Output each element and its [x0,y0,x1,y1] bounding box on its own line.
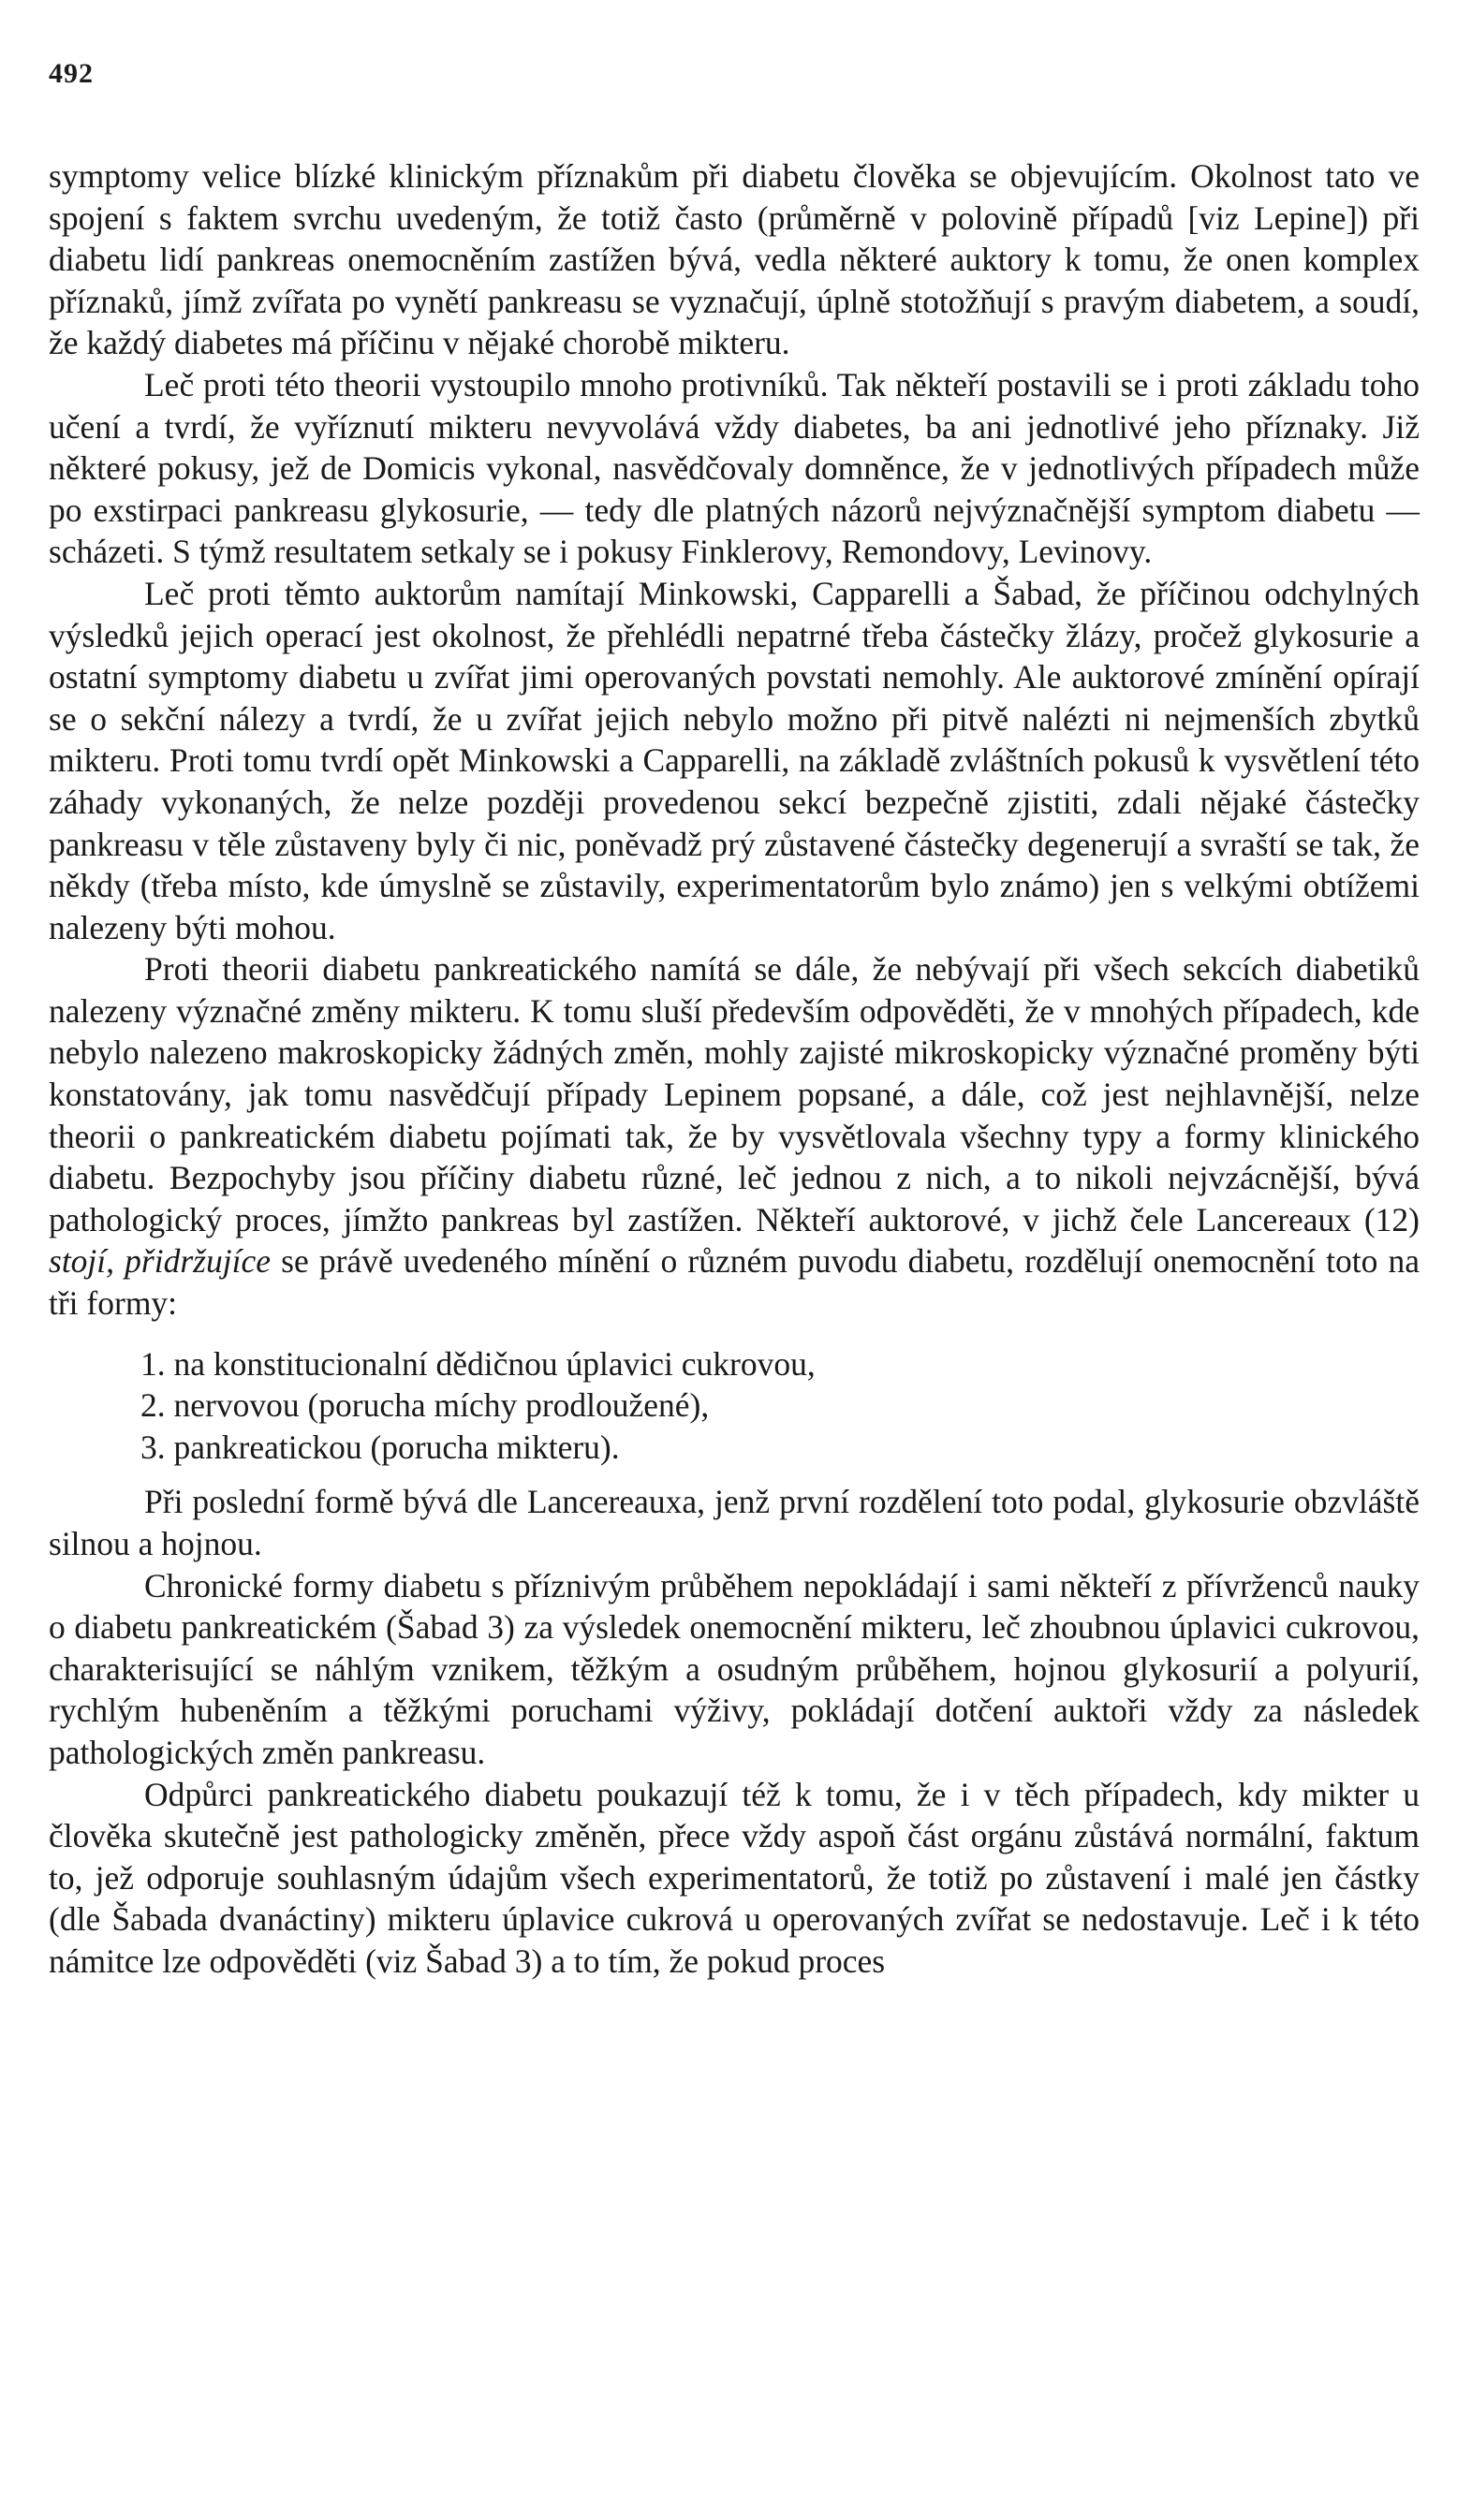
paragraph-2: Leč proti této theorii vystoupilo mnoho protivníků. Tak někteří postavili se i proti základu toho učení a tvrdí, že vyříznutí mikteru nevyvolává vždy diabetes, ba ani jednotlivé jeho příznaky. Již některé pokusy, jež de Domicis vykonal, nasvědčovaly domněnce, že v jednotlivých případech může po exstirpaci pankreasu glykosurie, — tedy dle platných názorů nejvýznačnější symptom diabetu — scházeti. S týmž resultatem setkaly se i pokusy Finklerovy, Remondovy, Levinovy. [49,365,1420,571]
forms-list [49,1343,1420,1469]
page-number: 492 [49,58,94,89]
paragraph-7: Odpůrci pankreatického diabetu poukazují též k tomu, že i v těch případech, kdy mikter u člověka skutečně jest pathologicky změněn, přece vždy aspoň část orgánu zůstává normální, faktum to, jež odporuje souhlasným údajům všech experimentatorů, že totiž po zůstavení i malé jen částky (dle Šabada dvanáctiny) mikteru úplavice cukrová u operovaných zvířat se nedostavuje. Leč i k této námitce lze odpověděti (viz Šabad 3) a to tím, že pokud proces [49,1775,1420,1980]
paragraph-1: symptomy velice blízké klinickým příznakům při diabetu člověka se objevujícím. Okolnost tato ve spojení s faktem svrchu uvedeným, že totiž často (průměrně v polovině případů [viz Lepine]) při diabetu lidí pankreas onemocněním zastížen bývá, vedla některé auktory k tomu, že onen komplex příznaků, jímž zvířata po vynětí pankreasu se vyznačují, úplně stotožňují s pravým diabetem, a soudí, že každý diabetes má příčinu v nějaké chorobě mikteru. [49,157,1420,362]
paragraph-4-tail: se právě uvedeného mínění o různém puvodu diabetu, rozdělují onemocnění toto na tři formy: [49,1242,1420,1323]
paragraph-4 [49,948,1420,1324]
paragraph-4-text: Proti theorii diabetu pankreatického namítá se dále, že nebývají při všech sekcích diabetiků nalezeny význačné změny mikteru. K tomu sluší především odpověděti, že v mnohých případech, kde nebylo nalezeno makroskopicky žádných změn, mohly zajisté mikroskopicky význačné proměny býti konstatovány, jak tomu nasvědčují případy Lepinem popsané, a dále, což jest nejhlavnější, nelze theorii o pankreatickém diabetu pojímati tak, že by vysvětlovala všechny typy a formy klinického diabetu. Bezpochyby jsou příčiny diabetu různé, leč jednou z nich, a to nikoli nejvzácnější, bývá pathologický proces, jímžto pankreas byl zastížen. Někteří auktorové, v jichž čele Lancereaux (12) [49,950,1420,1238]
list-item: 1. na konstitucionalní dědičnou úplavici cukrovou, [140,1344,816,1383]
document-page [49,0,1420,2520]
list-item: 2. nervovou (porucha míchy prodloužené), [140,1386,710,1425]
paragraph-3: Leč proti těmto auktorům namítají Minkowski, Capparelli a Šabad, že příčinou odchylných výsledků jejich operací jest okolnost, že přehlédli nepatrné třeba částečky žlázy, pročež glykosurie a ostatní symptomy diabetu u zvířat jimi operovaných povstati nemohly. Ale auktorové zmínění opírají se o sekční nálezy a tvrdí, že u zvířat jejich nebylo možno při pitvě nalézti ni nejmenších zbytků mikteru. Proti tomu tvrdí opět Minkowski a Capparelli, na základě zvláštních pokusů k vysvětlení této záhady vykonaných, že nelze později provedenou sekcí bezpečně zjistiti, zdali nějaké částečky pankreasu v těle zůstaveny byly či nic, poněvadž prý zůstavené částečky degenerují a svraští se tak, že někdy (třeba místo, kde úmyslně se zůstavily, experimentatorům bylo známo) jen s velkými obtížemi nalezeny býti mohou. [49,574,1420,946]
paragraph-4-italic: stojí, přidržujíce [49,1242,271,1281]
body-text [49,155,1420,1983]
list-item: 3. pankreatickou (porucha mikteru). [140,1428,620,1466]
paragraph-6: Chronické formy diabetu s příznivým průběhem nepokládají i sami někteří z přívrženců nauky o diabetu pankreatickém (Šabad 3) za výsledek onemocnění mikteru, leč zhoubnou úplavici cukrovou, charakterisující se náhlým vznikem, těžkým a osudným průběhem, hojnou glykosurií a polyurií, rychlým hubeněním a těžkými poruchami výživy, pokládají dotčení auktoři vždy za následek pathologických změn pankreasu. [49,1566,1420,1771]
paragraph-5: Při poslední formě bývá dle Lancereauxa, jenž první rozdělení toto podal, glykosurie obzvláště silnou a hojnou. [49,1483,1420,1562]
